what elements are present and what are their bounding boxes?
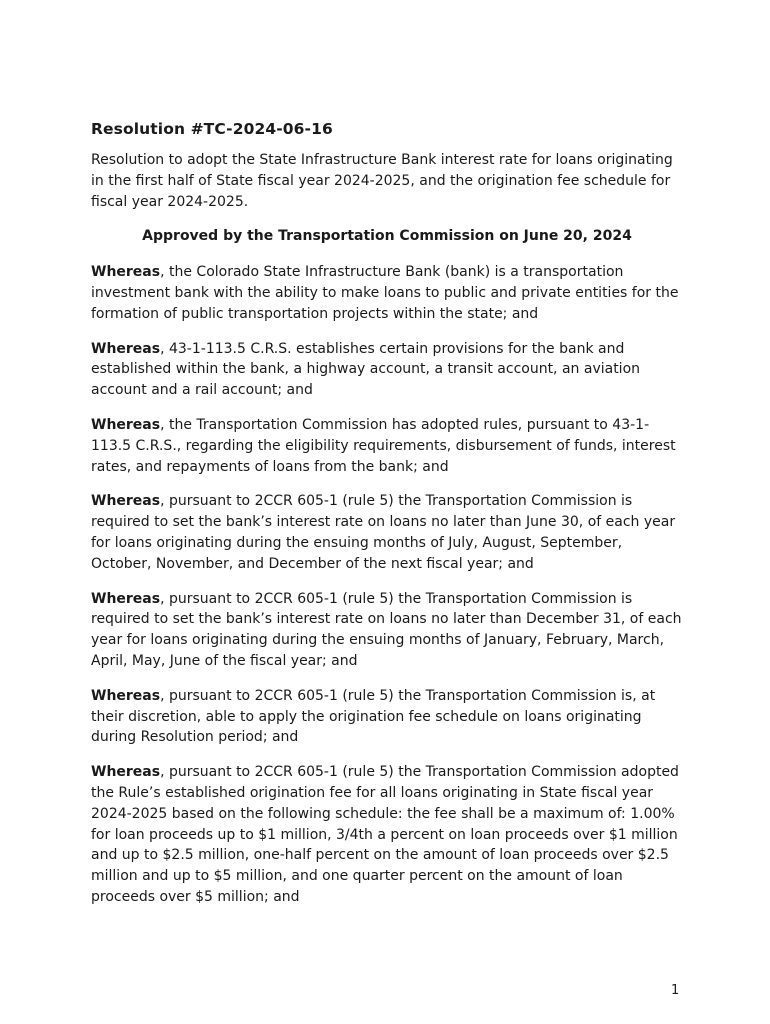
whereas-label: Whereas: [91, 264, 161, 281]
whereas-label: Whereas: [91, 340, 161, 357]
whereas-clause-text: , 43-1-113.5 C.R.S. establishes certain provisions for the bank and established within the bank, a highway account, a transit account, an aviation account and a rail account; and: [91, 340, 641, 399]
whereas-label: Whereas: [91, 493, 161, 510]
whereas-clause-4: [91, 491, 683, 574]
whereas-clause-2: [91, 339, 683, 401]
resolution-intro: Resolution to adopt the State Infrastructure Bank interest rate for loans originating in the first half of State fiscal year 2024-2025, and the origination fee schedule for fiscal year 2024-2025.: [91, 152, 673, 210]
whereas-label: Whereas: [91, 590, 161, 607]
document-body: [91, 119, 683, 922]
whereas-label: Whereas: [91, 416, 161, 433]
whereas-clause-7: [91, 762, 683, 908]
whereas-clause-1: [91, 262, 683, 324]
whereas-clause-6: [91, 686, 683, 748]
whereas-clause-text: , pursuant to 2CCR 605-1 (rule 5) the Transportation Commission is, at their discretion, able to apply the origination fee schedule on loans originating during Resolution period; and: [91, 687, 656, 746]
whereas-clause-3: [91, 415, 683, 477]
whereas-clause-text: , pursuant to 2CCR 605-1 (rule 5) the Transportation Commission is required to set the bank’s interest rate on loans no later than June 30, of each year for loans originating during the ensuing months of July, August, September, October, November, and December of the next fiscal year; and: [91, 493, 676, 572]
whereas-clause-text: , pursuant to 2CCR 605-1 (rule 5) the Transportation Commission adopted the Rule’s established origination fee for all loans originating in State fiscal year 2024-2025 based on the following schedule: the fee shall be a maximum of: 1.00% for loan proceeds up to $1 million, 3/4th a percent on loan proceeds over $1 million and up to $2.5 million, one-half percent on the amount of loan proceeds over $2.5 million and up to $5 million, and one quarter percent on the amount of loan proceeds over $5 million; and: [91, 764, 679, 905]
page-number: 1: [671, 983, 680, 998]
whereas-clause-text: , the Colorado State Infrastructure Bank (bank) is a transportation investment bank with the ability to make loans to public and private entities for the formation of public transportation projects within the state; and: [91, 264, 679, 322]
whereas-label: Whereas: [91, 764, 161, 781]
whereas-label: Whereas: [91, 687, 161, 704]
approval-statement: Approved by the Transportation Commission on June 20, 2024: [142, 228, 632, 245]
whereas-clause-text: , the Transportation Commission has adopted rules, pursuant to 43-1-113.5 C.R.S., regarding the eligibility requirements, disbursement of funds, interest rates, and repayments of loans from the bank; and: [91, 416, 676, 475]
whereas-clause-5: [91, 589, 683, 672]
whereas-clause-text: , pursuant to 2CCR 605-1 (rule 5) the Transportation Commission is required to set the bank’s interest rate on loans no later than December 31, of each year for loans originating during the ensuing months of January, February, March, April, May, June of the fiscal year; and: [91, 590, 682, 669]
resolution-title: Resolution #TC-2024-06-16: [91, 120, 333, 138]
